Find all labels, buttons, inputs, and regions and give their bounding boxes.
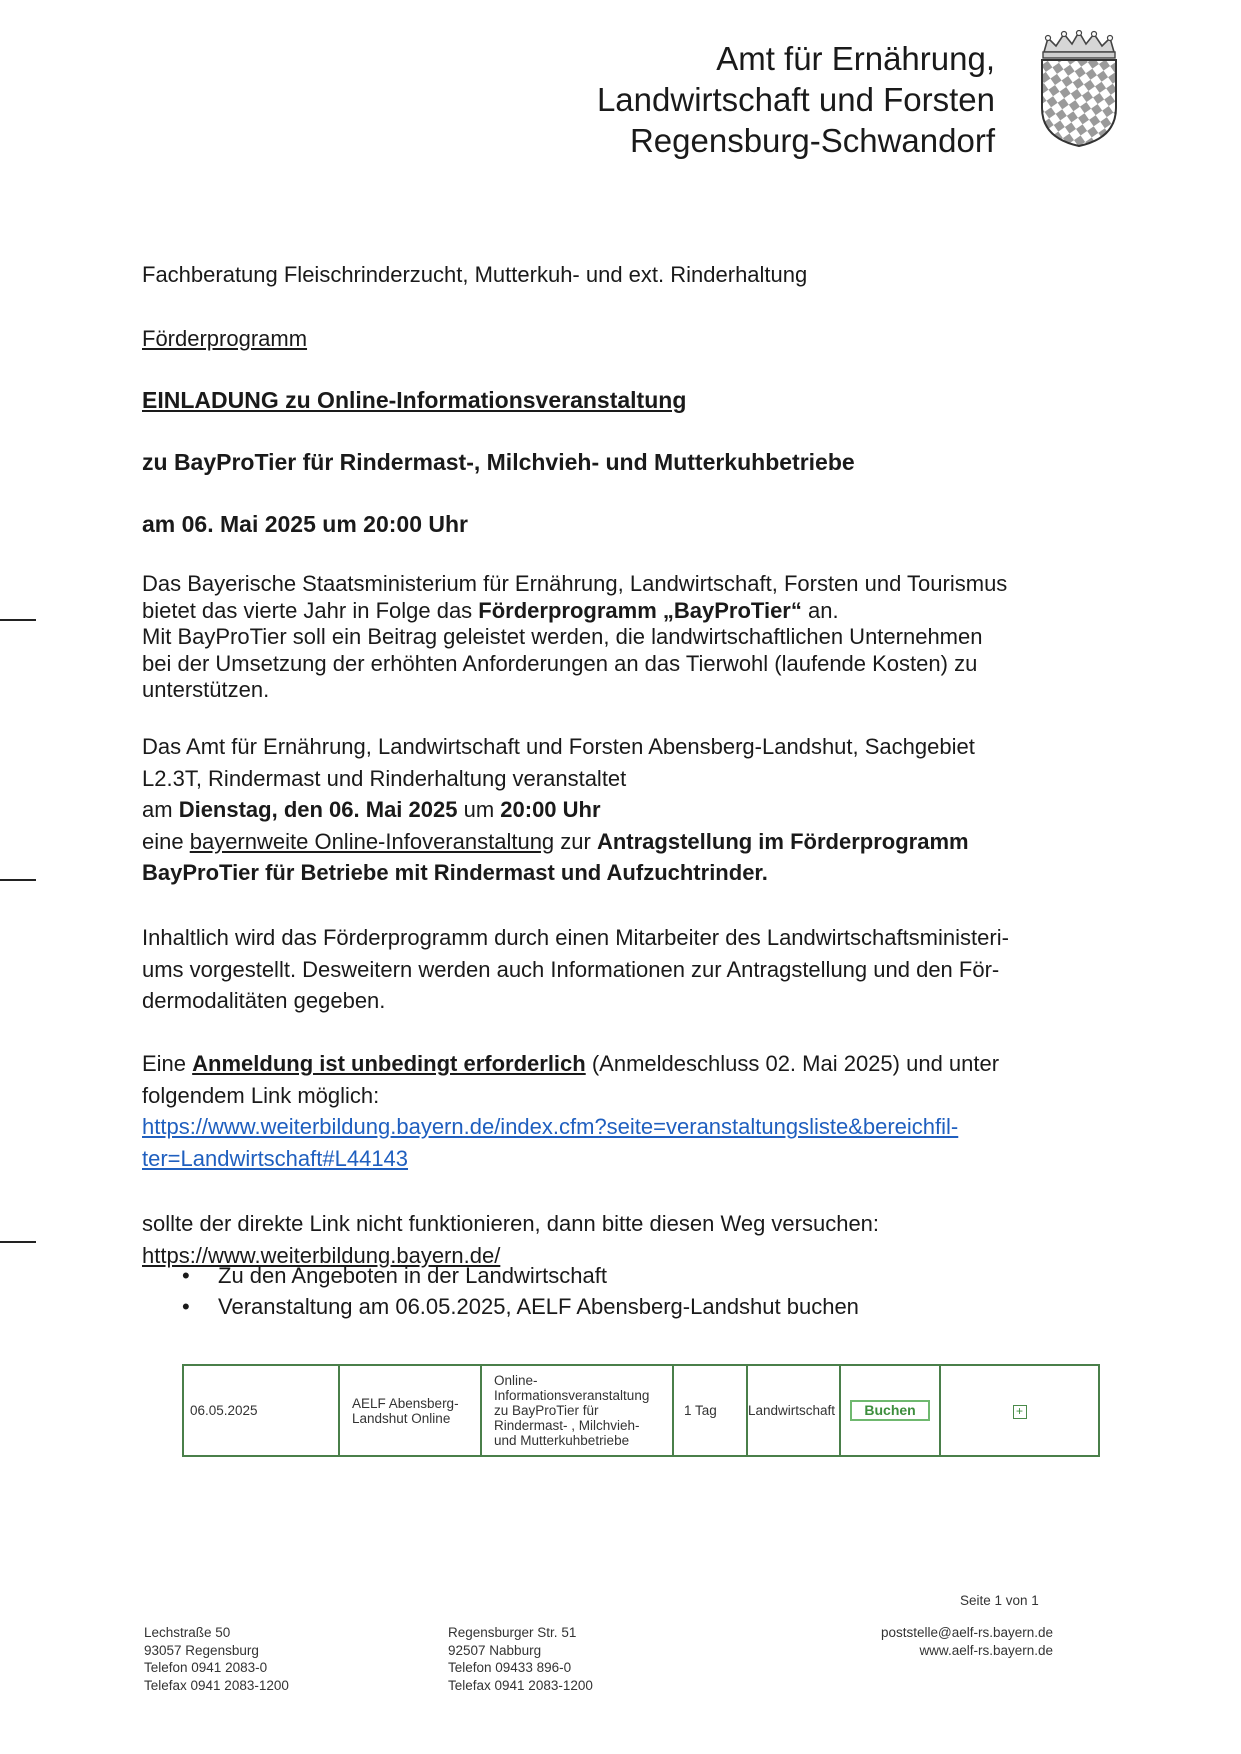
list-item-text: Veranstaltung am 06.05.2025, AELF Abensberg-Landshut buchen: [218, 1294, 859, 1319]
text-line: L2.3T, Rindermast und Rinderhaltung veranstaltet: [142, 765, 627, 791]
page-number: Seite 1 von 1: [960, 1593, 1039, 1608]
text-run: an.: [801, 597, 839, 623]
program-label: Förderprogramm: [142, 326, 308, 351]
event-duration-cell: 1 Tag: [673, 1365, 747, 1456]
content-paragraph: [142, 922, 1009, 1017]
text-line: [142, 794, 975, 826]
text-run: eine: [142, 828, 190, 854]
text-line: Mit BayProTier soll ein Beitrag geleistet werden, die landwirtschaftlichen Unternehmen: [142, 624, 983, 649]
text-run: am: [142, 797, 179, 822]
event-category-cell: Landwirtschaft: [747, 1365, 840, 1456]
footer-address-regensburg: [144, 1624, 289, 1694]
text-line: BayProTier für Betriebe mit Rindermast und Aufzuchtrinder.: [142, 860, 768, 885]
text-line: [142, 1143, 999, 1175]
event-expand-cell: [940, 1365, 1099, 1456]
event-topic: Antragstellung im Förderprogramm: [596, 828, 969, 854]
plus-icon[interactable]: +: [1013, 1405, 1027, 1419]
intro-paragraph: [142, 571, 1007, 704]
footer-line: Telefax 0941 2083-1200: [448, 1677, 593, 1693]
office-name-line: Regensburg-Schwandorf: [629, 122, 995, 159]
event-date-line: am 06. Mai 2025 um 20:00 Uhr: [142, 511, 468, 537]
text-line: dermodalitäten gegeben.: [142, 988, 386, 1013]
text-run: um: [457, 797, 501, 822]
text-run: Eine: [142, 1051, 193, 1076]
registration-link-continued[interactable]: ter=Landwirtschaft#L44143: [142, 1145, 409, 1171]
footer-line: Lechstraße 50: [144, 1625, 231, 1640]
text-line: folgendem Link möglich:: [142, 1082, 380, 1108]
event-location-cell: AELF Abensberg-Landshut Online: [339, 1365, 481, 1456]
fold-mark: [0, 619, 36, 621]
text-line: sollte der direkte Link nicht funktionieren, dann bitte diesen Weg versuchen:: [142, 1211, 880, 1236]
text-line: Inhaltlich wird das Förderprogramm durch einen Mitarbeiter des Landwirtschaftsministeri-: [142, 925, 1009, 950]
book-button[interactable]: Buchen: [850, 1400, 929, 1421]
bullet-icon: •: [182, 1263, 190, 1288]
text-line: [142, 1048, 999, 1080]
text-line: ums vorgestellt. Desweitern werden auch Informationen zur Antragstellung und den För-: [142, 956, 1000, 982]
text-run: bietet das vierte Jahr in Folge das: [142, 597, 479, 623]
text-line: [142, 1111, 999, 1143]
program-name: Förderprogramm „BayProTier“: [478, 597, 802, 623]
event-subtitle: zu BayProTier für Rindermast-, Milchvieh- und Mutterkuhbetriebe: [142, 449, 855, 475]
invitation-title: EINLADUNG zu Online-Informationsveranstaltung: [142, 387, 687, 413]
footer-email[interactable]: poststelle@aelf-rs.bayern.de: [880, 1625, 1053, 1640]
text-line: [142, 826, 975, 858]
list-item: [182, 1291, 859, 1322]
footer-line: Regensburger Str. 51: [448, 1625, 577, 1640]
text-line: bei der Umsetzung der erhöhten Anforderungen an das Tierwohl (laufende Kosten) zu: [142, 650, 978, 676]
organizer-paragraph: [142, 731, 975, 889]
event-type: bayernweite Online-Infoveranstaltung: [189, 828, 555, 854]
text-run: zur: [554, 828, 597, 854]
event-title-cell: Online-Informationsveranstaltung zu BayProTier für Rindermast- , Milchvieh- und Mutterkuhbetriebe: [481, 1365, 673, 1456]
registration-required: Anmeldung ist unbedingt erforderlich: [192, 1051, 586, 1076]
text-line: Das Amt für Ernährung, Landwirtschaft und Forsten Abensberg-Landshut, Sachgebiet: [142, 734, 975, 759]
footer-line: 92507 Nabburg: [448, 1642, 542, 1658]
fold-mark: [0, 1241, 36, 1243]
fold-mark: [0, 879, 36, 881]
registration-link[interactable]: https://www.weiterbildung.bayern.de/index.cfm?seite=veranstaltungsliste&bereichfil-: [142, 1114, 959, 1139]
text-line: [142, 598, 1007, 625]
text-line: Das Bayerische Staatsministerium für Ernährung, Landwirtschaft, Forsten und Tourismus: [142, 571, 1008, 596]
subject-line: Fachberatung Fleischrinderzucht, Mutterkuh- und ext. Rinderhaltung: [142, 262, 808, 287]
footer-contact: [881, 1624, 1053, 1659]
office-name: [597, 38, 995, 161]
footer-line: Telefon 0941 2083-0: [144, 1660, 268, 1675]
registration-paragraph: [142, 1048, 999, 1174]
event-date-cell: 06.05.2025: [183, 1365, 339, 1456]
list-item: [182, 1260, 859, 1291]
bullet-icon: •: [182, 1294, 190, 1319]
footer-line: 93057 Regensburg: [144, 1642, 259, 1658]
table-row: [183, 1365, 1099, 1456]
fallback-url[interactable]: https://www.weiterbildung.bayern.de/: [142, 1242, 501, 1268]
bavarian-crest-icon: [1036, 30, 1122, 148]
office-name-line: Landwirtschaft und Forsten: [596, 81, 995, 118]
event-table: [182, 1364, 1100, 1457]
footer-line: Telefax 0941 2083-1200: [144, 1677, 289, 1693]
steps-list: [182, 1260, 859, 1322]
event-time: 20:00 Uhr: [500, 797, 601, 822]
office-name-line: Amt für Ernährung,: [716, 40, 995, 77]
event-day: Dienstag, den 06. Mai 2025: [178, 797, 458, 822]
list-item-text: Zu den Angeboten in der Landwirtschaft: [218, 1263, 607, 1288]
footer-line: Telefon 09433 896-0: [448, 1660, 572, 1675]
text-run: (Anmeldeschluss 02. Mai 2025) und unter: [585, 1051, 1000, 1076]
text-line: unterstützen.: [142, 677, 270, 702]
footer-address-nabburg: [448, 1624, 593, 1694]
event-action-cell: [840, 1365, 940, 1456]
footer-website[interactable]: www.aelf-rs.bayern.de: [919, 1642, 1053, 1658]
